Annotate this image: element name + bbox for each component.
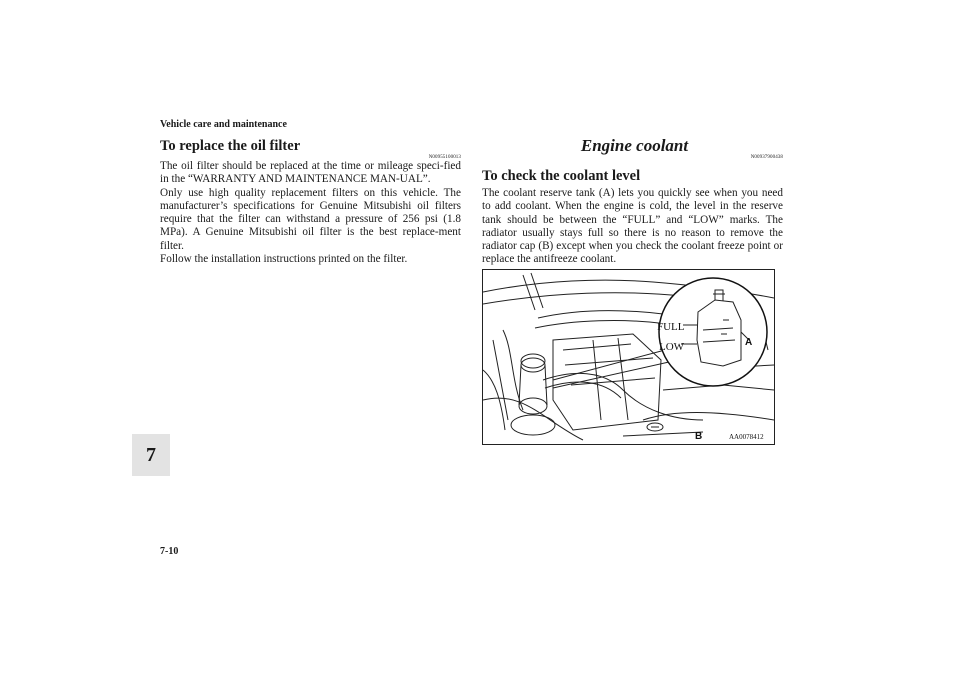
engine-coolant-title-row	[482, 136, 783, 160]
coolant-level-paragraph: The coolant reserve tank (A) lets you quickly see when you need to add coolant. When the engine is cold, the level in the reserve tank should be between the “FULL” and “LOW” marks. The radiator usually stays full so there is no reason to remove the radiator cap (B) except when you check the coolant freeze point or replace the antifreeze coolant.	[482, 187, 783, 266]
full-mark-label: FULL	[657, 321, 685, 333]
oil-filter-paragraph-3: Follow the installation instructions printed on the filter.	[160, 253, 408, 266]
oil-filter-code: N00955100013	[428, 155, 461, 160]
chapter-tab: 7	[132, 434, 170, 476]
page-number: 7-10	[160, 546, 179, 557]
engine-bay-drawing	[483, 270, 774, 444]
oil-filter-paragraph-2: Only use high quality replacement filters on this vehicle. The manufacturer’s specifications for Genuine Mitsubishi oil filters require that the filter can withstand a pressure of 256 psi (1.8 MPa). A Genuine Mitsubishi oil filter is the best replace-ment filter.	[160, 186, 461, 252]
oil-filter-section	[160, 137, 461, 266]
low-mark-label: LOW	[659, 341, 685, 353]
figure-id: AA0078412	[729, 433, 764, 441]
coolant-level-heading: To check the coolant level	[482, 168, 641, 184]
oil-filter-paragraph-1: The oil filter should be replaced at the time or mileage speci-fied in the “WARRANTY AND MAINTENANCE MAN-UAL”.	[160, 160, 461, 186]
oil-filter-heading-row	[160, 137, 461, 160]
section-title: Engine coolant	[580, 136, 689, 155]
oil-filter-heading: To replace the oil filter	[160, 138, 301, 154]
engine-coolant-code: N00937900438	[750, 155, 783, 160]
label-a: A	[745, 337, 753, 348]
label-b: B	[695, 431, 703, 442]
engine-bay-illustration	[482, 269, 775, 445]
engine-coolant-section	[482, 137, 783, 267]
running-head: Vehicle care and maintenance	[160, 119, 287, 130]
